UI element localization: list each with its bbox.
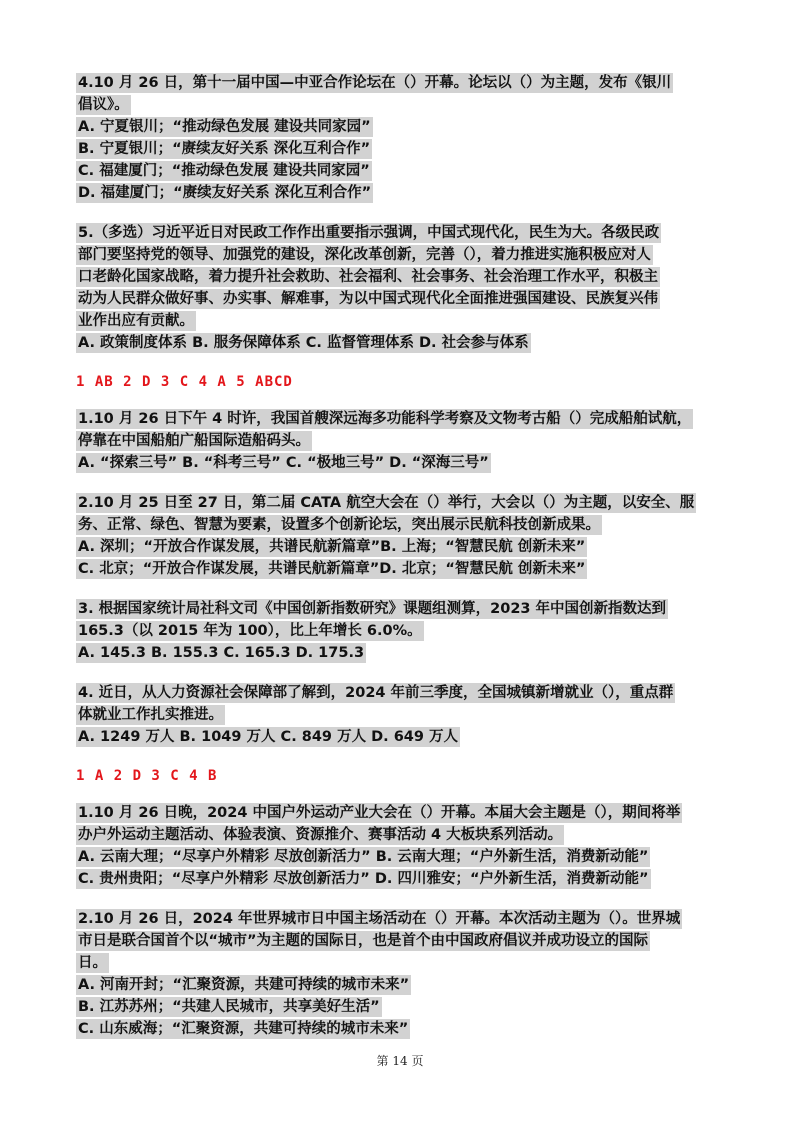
question-line: A. 1249 万人 B. 1049 万人 C. 849 万人 D. 649 万人 xyxy=(78,729,459,745)
question-line: 部门要坚持党的领导、加强党的建设，深化改革创新，完善（），着力推进实施积极应对人 xyxy=(78,247,651,263)
question-line: 165.3（以 2015 年为 100），比上年增长 6.0%。 xyxy=(78,623,422,639)
question-line: A. 宁夏银川；“推动绿色发展 建设共同家园” xyxy=(78,119,371,135)
question-line: 2.10 月 26 日，2024 年世界城市日中国主场活动在（）开幕。本次活动主题为（）。世界城 xyxy=(78,911,681,927)
question-line: 市日是联合国首个以“城市”为主题的国际日，也是首个由中国政府倡议并成功设立的国际 xyxy=(78,933,649,949)
question-line: B. 宁夏银川；“赓续友好关系 深化互利合作” xyxy=(78,141,371,157)
question-line: 口老龄化国家战略，着力提升社会救助、社会福利、社会事务、社会治理工作水平，积极主 xyxy=(78,269,658,285)
question-block xyxy=(76,408,726,474)
question-line: A. 云南大理；“尽享户外精彩 尽放创新活力” B. 云南大理；“户外新生活，消费新动能” xyxy=(78,849,649,865)
question-line: C. 山东威海；“汇聚资源，共建可持续的城市未来” xyxy=(78,1021,409,1037)
question-line: A. “探索三号” B. “科考三号” C. “极地三号” D. “深海三号” xyxy=(78,455,489,471)
question-line: 2.10 月 25 日至 27 日，第二届 CATA 航空大会在（）举行，大会以（）为主题，以安全、服 xyxy=(78,495,695,511)
question-line: 1.10 月 26 日晚，2024 中国户外运动产业大会在（）开幕。本届大会主题是（），期间将举 xyxy=(78,805,681,821)
question-line: 1.10 月 26 日下午 4 时许，我国首艘深远海多功能科学考察及文物考古船（）完成船舶试航， xyxy=(78,411,692,427)
page-number: 第 14 页 xyxy=(376,1054,424,1068)
page-content xyxy=(76,72,726,1040)
question-block xyxy=(76,222,726,354)
question-line: 办户外运动主题活动、体验表演、资源推介、赛事活动 4 大板块系列活动。 xyxy=(78,827,563,843)
question-block xyxy=(76,72,726,204)
question-line: A. 河南开封；“汇聚资源，共建可持续的城市未来” xyxy=(78,977,410,993)
question-line: 4.10 月 26 日，第十一届中国—中亚合作论坛在（）开幕。论坛以（）为主题，发布《银川 xyxy=(78,75,672,91)
question-line: C. 北京；“开放合作谋发展，共谱民航新篇章”D. 北京；“智慧民航 创新未来” xyxy=(78,561,586,577)
question-line: C. 贵州贵阳；“尽享户外精彩 尽放创新活力” D. 四川雅安；“户外新生活，消费新动能” xyxy=(78,871,649,887)
question-line: 3. 根据国家统计局社科文司《中国创新指数研究》课题组测算，2023 年中国创新指数达到 xyxy=(78,601,667,617)
question-line: C. 福建厦门；“推动绿色发展 建设共同家园” xyxy=(78,163,370,179)
question-line: 5.（多选）习近平近日对民政工作作出重要指示强调，中国式现代化，民生为大。各级民政 xyxy=(78,225,660,241)
question-line: 务、正常、绿色、智慧为要素，设置多个创新论坛，突出展示民航科技创新成果。 xyxy=(78,517,600,533)
question-line: A. 145.3 B. 155.3 C. 165.3 D. 175.3 xyxy=(78,645,365,661)
question-line: B. 江苏苏州；“共建人民城市，共享美好生活” xyxy=(78,999,380,1015)
question-line: 倡议》。 xyxy=(78,97,129,113)
question-block xyxy=(76,598,726,664)
question-line: A. 政策制度体系 B. 服务保障体系 C. 监督管理体系 D. 社会参与体系 xyxy=(78,335,529,351)
question-line: D. 福建厦门；“赓续友好关系 深化互利合作” xyxy=(78,185,372,201)
question-line: 4. 近日，从人力资源社会保障部了解到，2024 年前三季度，全国城镇新增就业（），重点群 xyxy=(78,685,674,701)
question-line: 体就业工作扎实推进。 xyxy=(78,707,223,723)
question-block xyxy=(76,908,726,1040)
question-line: A. 深圳；“开放合作谋发展，共谱民航新篇章”B. 上海；“智慧民航 创新未来” xyxy=(78,539,586,555)
question-block xyxy=(76,682,726,748)
question-line: 业作出应有贡献。 xyxy=(78,313,194,329)
question-line: 动为人民群众做好事、办实事、解难事，为以中国式现代化全面推进强国建设、民族复兴伟 xyxy=(78,291,658,307)
question-line: 日。 xyxy=(78,955,107,971)
question-block xyxy=(76,802,726,890)
answer-key: 1 AB 2 D 3 C 4 A 5 ABCD xyxy=(76,374,293,390)
answer-key: 1 A 2 D 3 C 4 B xyxy=(76,768,218,784)
question-block xyxy=(76,492,726,580)
question-line: 停靠在中国船舶广船国际造船码头。 xyxy=(78,433,310,449)
